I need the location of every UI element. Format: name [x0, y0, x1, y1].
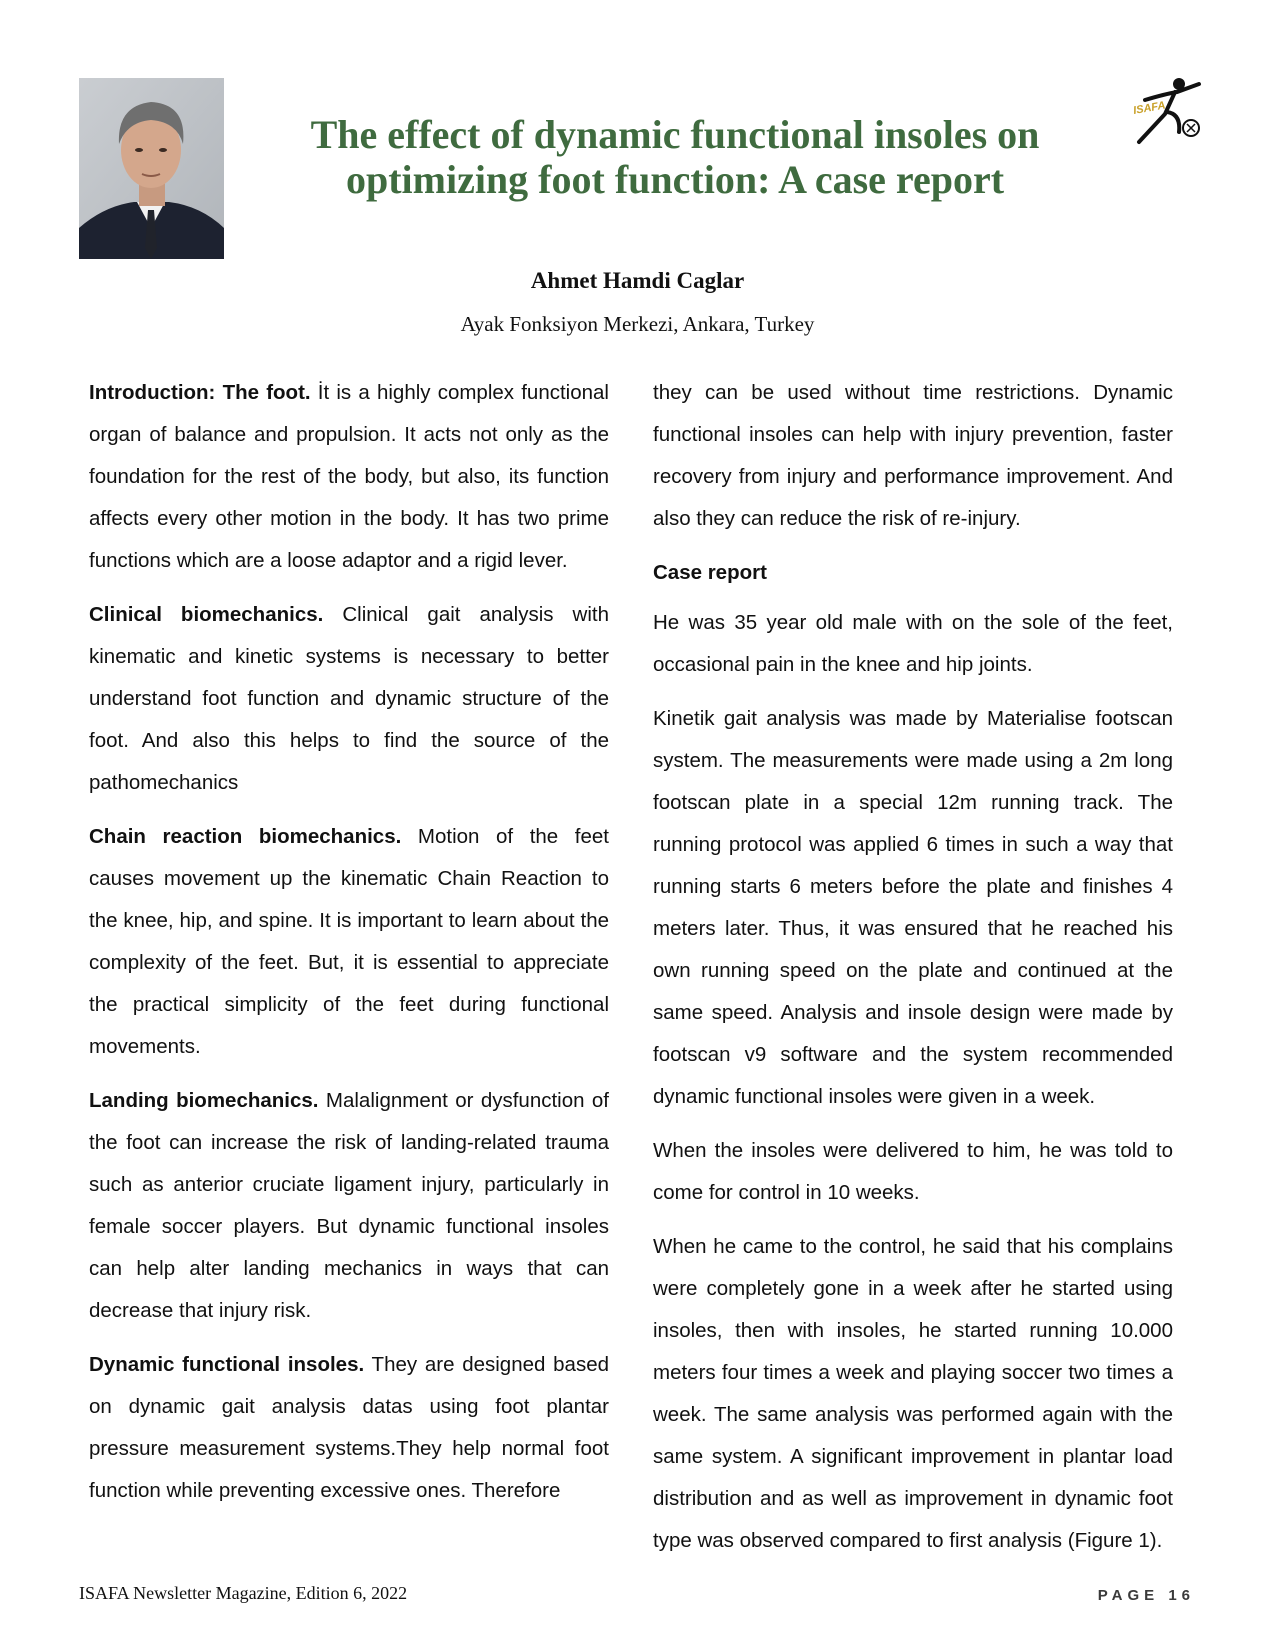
chain-heading: Chain reaction biomechanics.	[89, 825, 402, 848]
intro-text: İt is a highly complex functional organ of balance and propulsion. It acts not only as the foundation for the rest of the body, but also, its function affects every other motion in the body. It has two prime functions which are a loose adaptor and a rigid lever.	[89, 381, 609, 572]
case-paragraph-3: When the insoles were delivered to him, he was told to come for control in 10 weeks.	[653, 1139, 1173, 1204]
landing-heading: Landing biomechanics.	[89, 1089, 319, 1112]
author-affiliation: Ayak Fonksiyon Merkezi, Ankara, Turkey	[460, 312, 815, 336]
case-paragraph-2: Kinetik gait analysis was made by Materialise footscan system. The measurements were made using a 2m long footscan plate in a special 12m running track. The running protocol was applied 6 times in such a way that running starts 6 meters before the plate and finishes 4 meters later. Thus, it was ensured that he reached his own running speed on the plate and continued at the same speed. Analysis and insole design were made by footscan v9 software and the system recommended dynamic functional insoles were given in a week.	[653, 707, 1173, 1108]
case-paragraph-4: When he came to the control, he said that his complains were completely gone in a week after he started using insoles, then with insoles, he started running 10.000 meters four times a week and playing soccer two times a week. The same analysis was performed again with the same system. A significant improvement in plantar load distribution and as well as improvement in dynamic foot type was observed compared to first analysis (Figure 1).	[653, 1235, 1173, 1552]
clinical-text: Clinical gait analysis with kinematic and kinetic systems is necessary to better understand foot function and dynamic structure of the foot. And also this helps to find the source of the pathomechanics	[89, 603, 609, 794]
insoles-text: They are designed based on dynamic gait analysis datas using foot plantar pressure measurement systems.They help normal foot function while preventing excessive ones. Therefore	[89, 1353, 609, 1502]
insoles-paragraph	[89, 1344, 609, 1512]
clinical-heading: Clinical biomechanics.	[89, 603, 324, 626]
intro-paragraph	[89, 372, 609, 582]
author-portrait-image	[79, 78, 224, 259]
left-column	[89, 372, 609, 1524]
right-column	[653, 372, 1173, 1574]
footer-publication: ISAFA Newsletter Magazine, Edition 6, 2022	[79, 1583, 408, 1603]
case-paragraph-1: He was 35 year old male with on the sole of the feet, occasional pain in the knee and hip joints.	[653, 611, 1173, 676]
author-photo	[79, 78, 224, 259]
page-number: PAGE 16	[1097, 1587, 1195, 1604]
logo-text: ISAFA	[1132, 99, 1167, 117]
chain-text: Motion of the feet causes movement up the kinematic Chain Reaction to the knee, hip, and spine. It is important to learn about the complexity of the feet. But, it is essential to appreciate the practical simplicity of the feet during functional movements.	[89, 825, 609, 1058]
chain-paragraph	[89, 816, 609, 1068]
intro-heading: Introduction: The foot.	[89, 381, 311, 404]
landing-paragraph	[89, 1080, 609, 1332]
article-title: The effect of dynamic functional insoles on optimizing foot function: A case report	[310, 112, 1040, 202]
clinical-paragraph	[89, 594, 609, 804]
isafa-logo	[1125, 74, 1205, 154]
case-report-heading: Case report	[653, 561, 767, 584]
continued-paragraph: they can be used without time restrictions. Dynamic functional insoles can help with injury prevention, faster recovery from injury and performance improvement. And also they can reduce the risk of re-injury.	[653, 381, 1173, 530]
landing-text: Malalignment or dysfunction of the foot can increase the risk of landing-related trauma such as anterior cruciate ligament injury, particularly in female soccer players. But dynamic functional insoles can help alter landing mechanics in ways that can decrease that injury risk.	[89, 1089, 610, 1322]
author-name: Ahmet Hamdi Caglar	[530, 268, 745, 293]
insoles-heading: Dynamic functional insoles.	[89, 1353, 365, 1376]
